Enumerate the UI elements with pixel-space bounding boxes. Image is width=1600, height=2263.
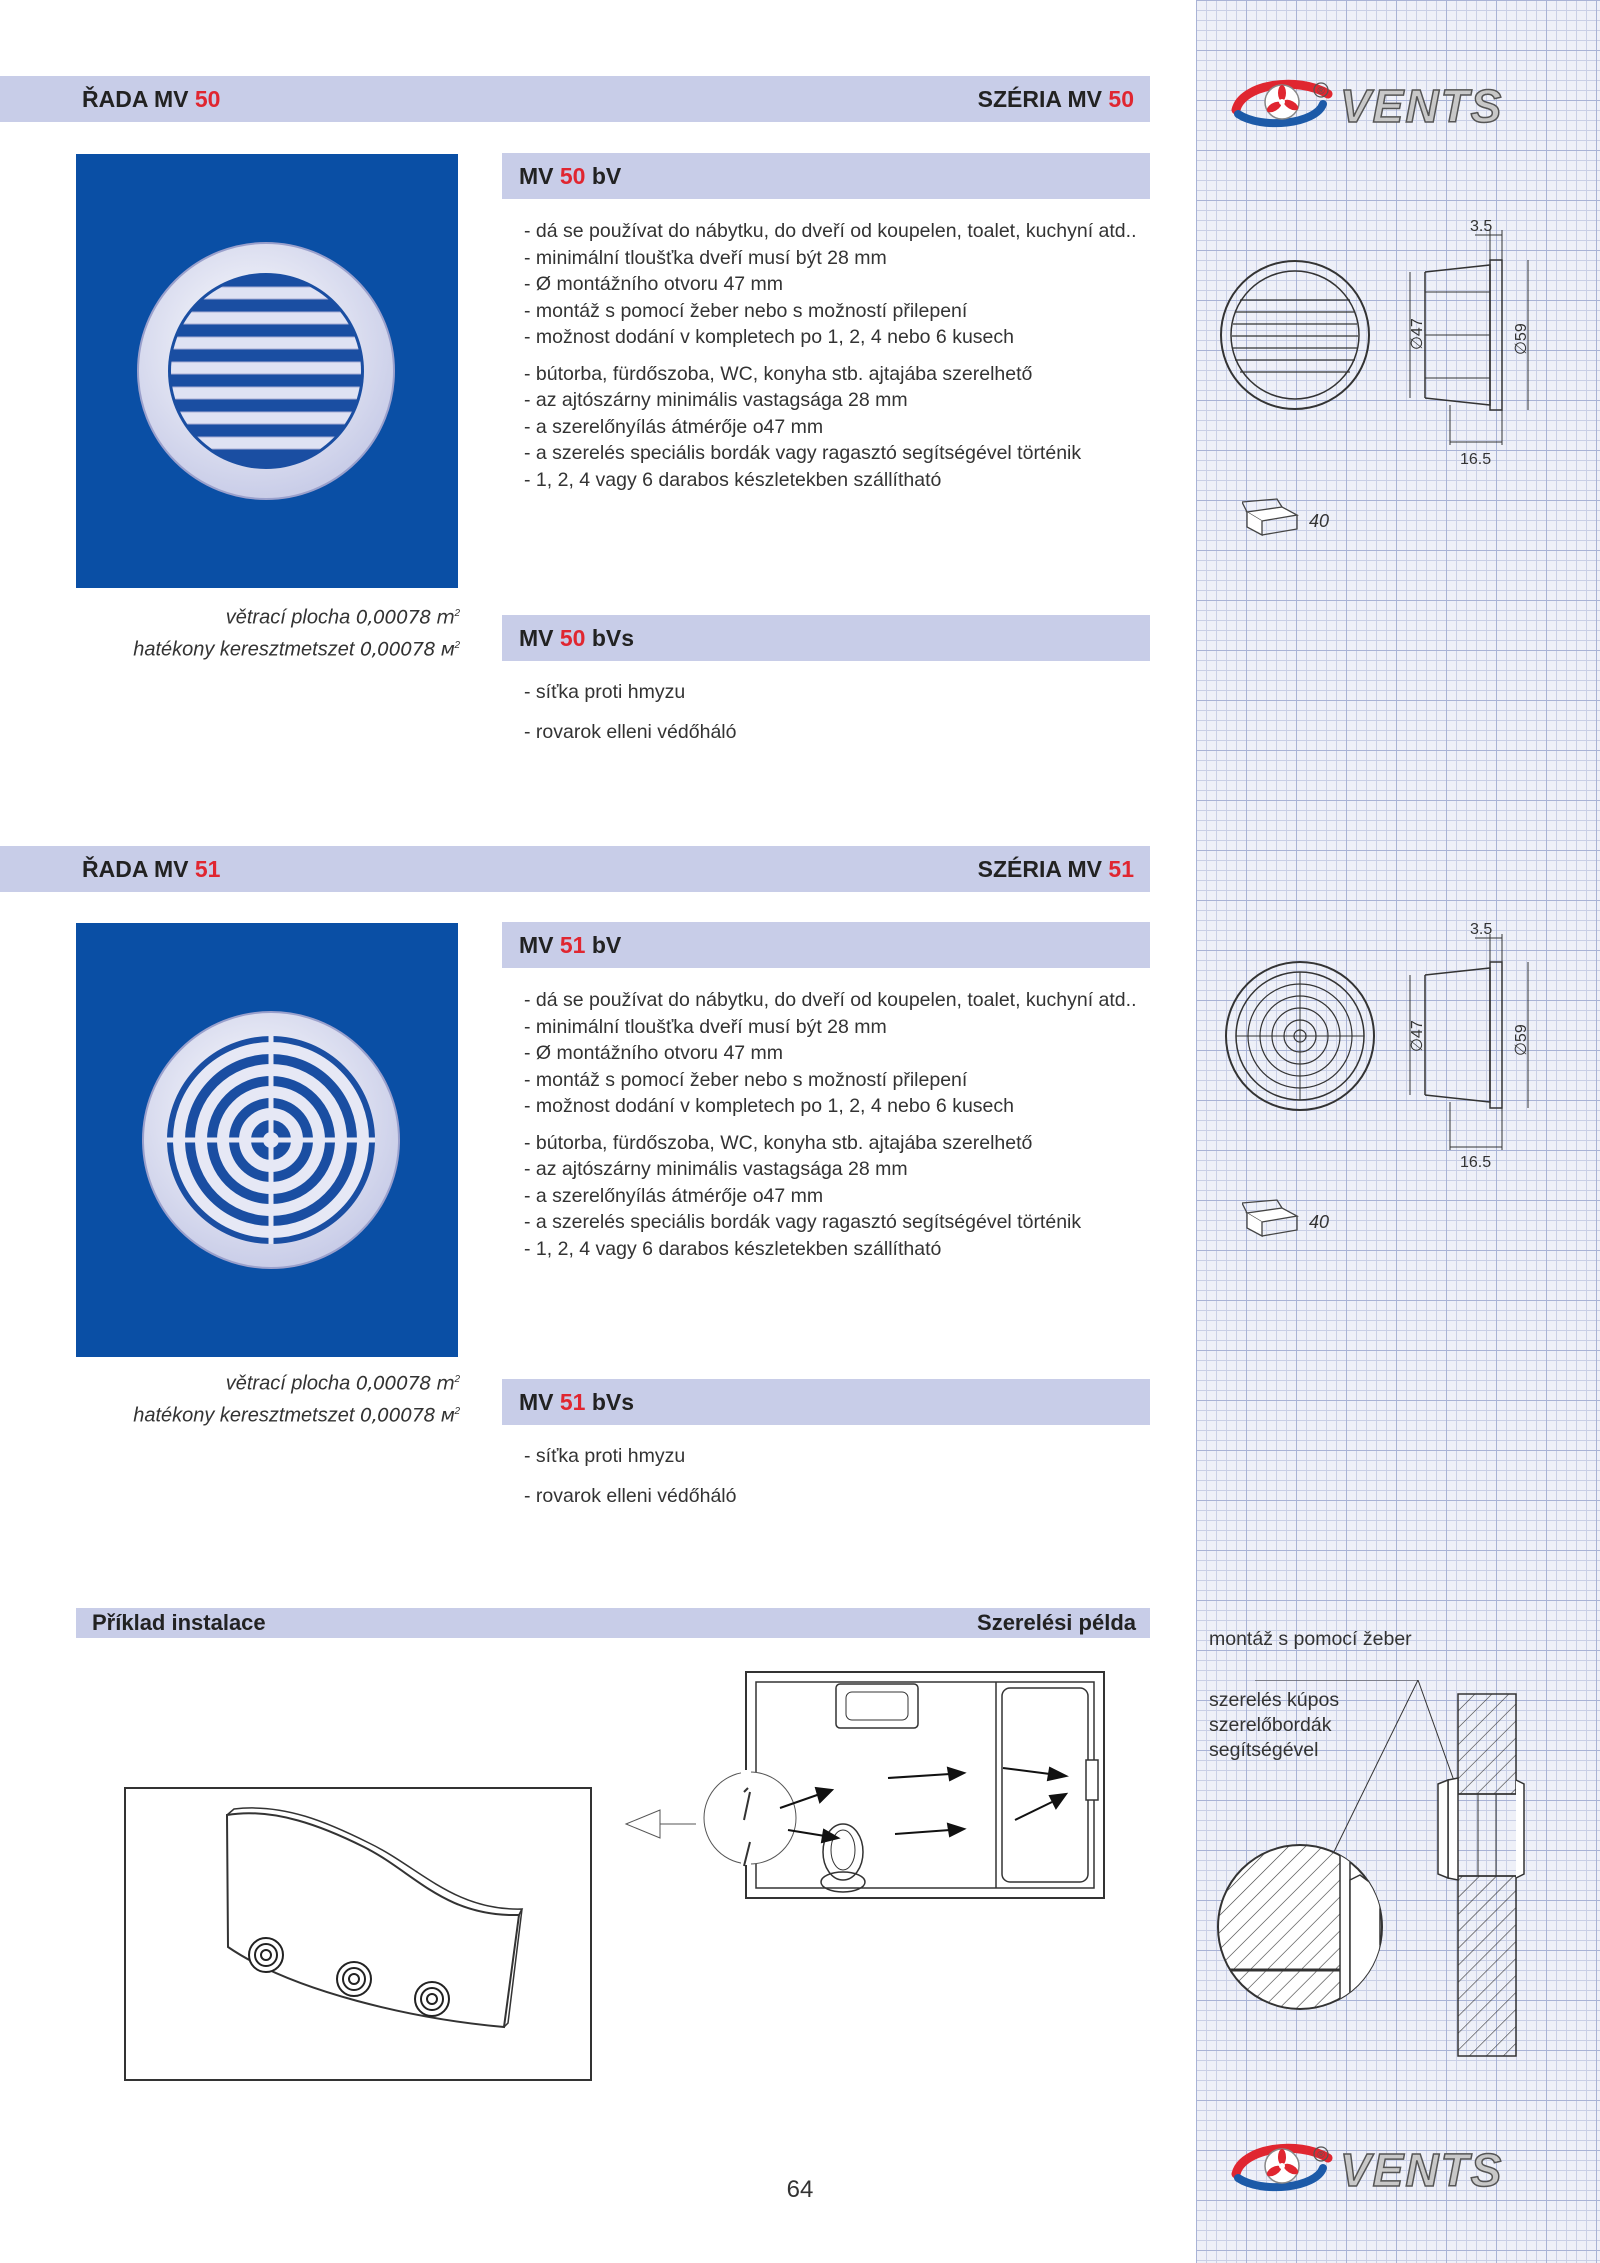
- vents-logo-top: [1228, 72, 1568, 132]
- insect-net-list-mv51: [524, 1443, 1144, 1522]
- list-item: - minimální tloušťka dveří musí být 28 mm: [524, 245, 1144, 272]
- section-title-hu: SZÉRIA MV 50: [977, 85, 1134, 112]
- model-bar-mv50bv: MV 50 bV: [502, 153, 1150, 199]
- brand-name: VENTS: [1340, 2144, 1504, 2196]
- list-item: - dá se používat do nábytku, do dveří od koupelen, toalet, kuchyní atd..: [524, 987, 1144, 1014]
- dim-top: 3.5: [1470, 218, 1493, 235]
- list-item: - az ajtószárny minimális vastagsága 28 mm: [524, 387, 1144, 414]
- product-photo-mv50: [76, 154, 458, 588]
- mounting-note-hu: szerelés kúpos szerelőbordák segítségével: [1209, 1689, 1340, 1761]
- insect-net-list-mv50: [524, 679, 1144, 758]
- bathroom-airflow-plan: [620, 1670, 1110, 1905]
- list-item: - minimální tloušťka dveří musí být 28 mm: [524, 1014, 1144, 1041]
- list-item: - bútorba, fürdőszoba, WC, konyha stb. ajtajába szerelhető: [524, 361, 1144, 388]
- box-quantity: 40: [1309, 1212, 1330, 1232]
- technical-drawing-mv51: [1210, 910, 1550, 1175]
- dim-inner-diameter: ∅47: [1409, 318, 1426, 350]
- list-item: - síťka proti hmyzu: [524, 679, 1144, 706]
- list-item: - rovarok elleni védőháló: [524, 719, 1144, 746]
- list-item: - az ajtószárny minimális vastagsága 28 mm: [524, 1156, 1144, 1183]
- product-photo-mv51: [76, 923, 458, 1357]
- registered-mark: ®: [1317, 2150, 1325, 2161]
- feature-list-mv51: [524, 987, 1144, 1262]
- list-item: - bútorba, fürdőszoba, WC, konyha stb. ajtajába szerelhető: [524, 1130, 1144, 1157]
- area-note-mv51: větrací plocha 0,00078 $m^2$ hatékony keresztmetszet 0,00078 $м^2$: [133, 1372, 460, 1427]
- list-item: - montáž s pomocí žeber nebo s možností přilepení: [524, 298, 1144, 325]
- brand-name: VENTS: [1340, 80, 1504, 132]
- technical-drawing-mv50: [1210, 210, 1550, 475]
- list-item: - a szerelőnyílás átmérője o47 mm: [524, 1183, 1144, 1210]
- dim-depth: 16.5: [1460, 451, 1492, 468]
- section-header-mv51: [0, 846, 1150, 892]
- list-item: - dá se používat do nábytku, do dveří od koupelen, toalet, kuchyní atd..: [524, 218, 1144, 245]
- section-header-mv50: [0, 76, 1150, 122]
- dim-depth: 16.5: [1460, 1154, 1492, 1170]
- mounting-note-cz: montáž s pomocí žeber: [1209, 1628, 1412, 1650]
- vents-logo-bottom: [1228, 2136, 1568, 2196]
- section-title-cz: ŘADA MV 51: [82, 855, 221, 882]
- package-box-icon: [1242, 1198, 1302, 1243]
- list-item: - možnost dodání v kompletech po 1, 2, 4 nebo 6 kusech: [524, 1093, 1144, 1120]
- list-item: - a szerelőnyílás átmérője o47 mm: [524, 414, 1144, 441]
- registered-mark: ®: [1317, 86, 1325, 97]
- list-item: - 1, 2, 4 vagy 6 darabos készletekben szállítható: [524, 467, 1144, 494]
- installation-header: [76, 1608, 1150, 1638]
- section-title-cz: ŘADA MV 50: [82, 85, 221, 112]
- list-item: - Ø montážního otvoru 47 mm: [524, 271, 1144, 298]
- mounting-detail-section: [1200, 1680, 1580, 2065]
- list-item: - síťka proti hmyzu: [524, 1443, 1144, 1470]
- list-item: - 1, 2, 4 vagy 6 darabos készletekben szállítható: [524, 1236, 1144, 1263]
- package-box-icon: [1242, 497, 1302, 542]
- list-item: - rovarok elleni védőháló: [524, 1483, 1144, 1510]
- dim-outer-diameter: ∅59: [1513, 323, 1530, 355]
- model-bar-mv50bvs: MV 50 bVs: [502, 615, 1150, 661]
- dim-top: 3.5: [1470, 921, 1493, 938]
- dim-inner-diameter: ∅47: [1409, 1020, 1426, 1052]
- list-item: - Ø montážního otvoru 47 mm: [524, 1040, 1144, 1067]
- page-number: 64: [786, 2176, 814, 2203]
- list-item: - možnost dodání v kompletech po 1, 2, 4 nebo 6 kusech: [524, 324, 1144, 351]
- dim-outer-diameter: ∅59: [1513, 1024, 1530, 1056]
- model-bar-mv51bvs: MV 51 bVs: [502, 1379, 1150, 1425]
- area-note-mv50: větrací plocha 0,00078 $m^2$ hatékony keresztmetszet 0,00078 $м^2$: [133, 606, 460, 661]
- list-item: - a szerelés speciális bordák vagy ragasztó segítségével történik: [524, 1209, 1144, 1236]
- box-quantity: 40: [1309, 511, 1330, 531]
- installation-title-cz: Příklad instalace: [92, 1610, 266, 1635]
- list-item: - a szerelés speciális bordák vagy ragasztó segítségével történik: [524, 440, 1144, 467]
- section-title-hu: SZÉRIA MV 51: [977, 855, 1134, 882]
- installation-title-hu: Szerelési példa: [977, 1610, 1136, 1635]
- door-installation-illustration: [124, 1787, 592, 2086]
- list-item: - montáž s pomocí žeber nebo s možností přilepení: [524, 1067, 1144, 1094]
- feature-list-mv50: [524, 218, 1144, 493]
- model-bar-mv51bv: MV 51 bV: [502, 922, 1150, 968]
